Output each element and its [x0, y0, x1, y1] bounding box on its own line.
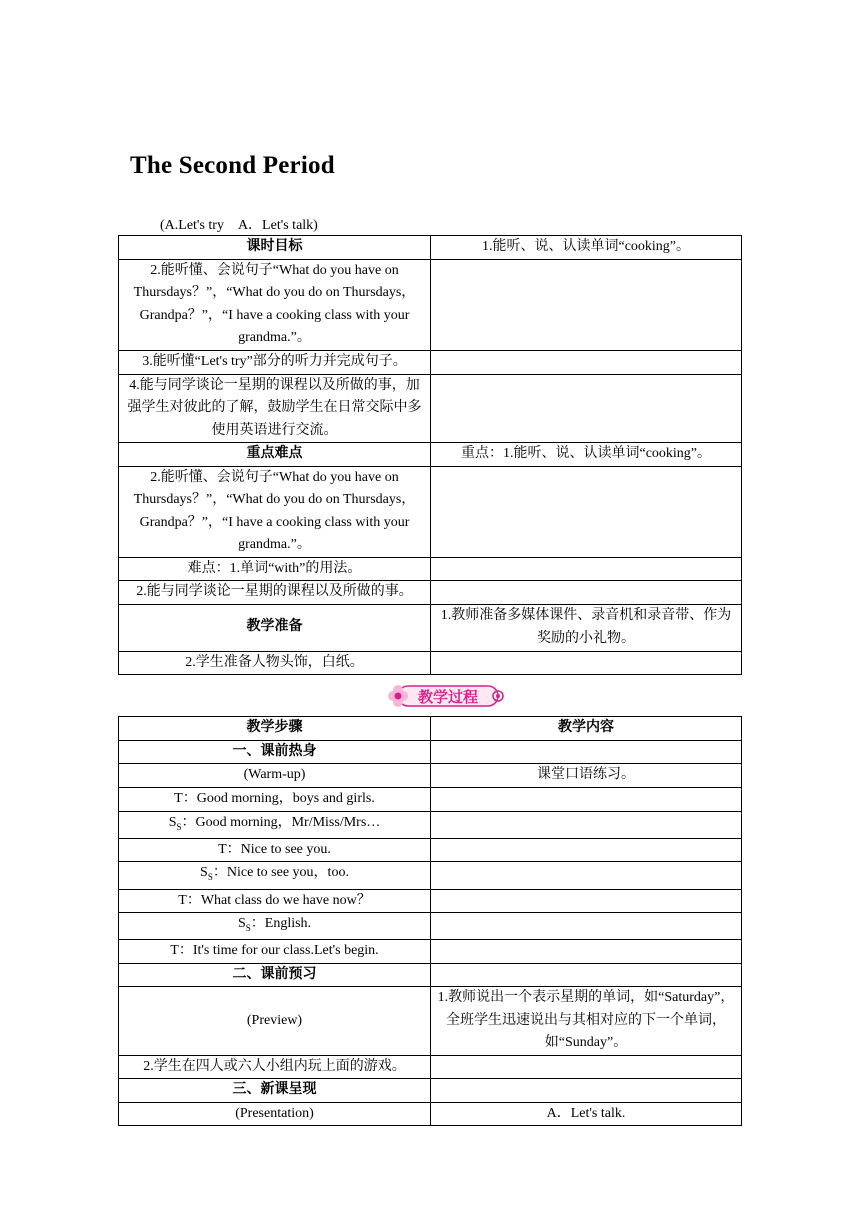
table-row [119, 374, 742, 443]
table-row [119, 1055, 742, 1079]
column-header: 教学内容 [431, 717, 742, 741]
table-cell [431, 889, 742, 913]
table-row [119, 1079, 742, 1103]
table-cell [431, 788, 742, 812]
dialogue-text: ：English. [250, 916, 312, 932]
table-cell: 4.能与同学谈论一星期的课程以及所做的事，加强学生对彼此的了解，鼓励学生在日常交际中多使用英语进行交流。 [119, 374, 431, 443]
table-cell: 2.能与同学谈论一星期的课程以及所做的事。 [119, 581, 431, 605]
table-row [119, 236, 742, 260]
table-cell [431, 1055, 742, 1079]
table-cell [431, 862, 742, 889]
table-header-row [119, 717, 742, 741]
table-cell [431, 466, 742, 557]
table-row [119, 913, 742, 940]
table-cell: (Warm-up) [119, 764, 431, 788]
table-cell: 课堂口语练习。 [431, 764, 742, 788]
table-row [119, 604, 742, 651]
table-row [119, 1102, 742, 1126]
column-header: 教学步骤 [119, 717, 431, 741]
table-cell: T：What class do we have now？ [119, 889, 431, 913]
table-cell [431, 963, 742, 987]
table-row [119, 862, 742, 889]
table-row [119, 651, 742, 675]
table-cell: 2.能听懂、会说句子“What do you have on Thursdays？”，“What do you do on Thursdays，Grandpa？”，“I have a cooking class with your grandma.”。 [119, 259, 431, 350]
table-row [119, 557, 742, 581]
table-row [119, 838, 742, 862]
table-cell: 二、课前预习 [119, 963, 431, 987]
table-row [119, 259, 742, 350]
teaching-process-banner [384, 679, 508, 713]
table-cell: (Presentation) [119, 1102, 431, 1126]
table-cell [431, 940, 742, 964]
table-row [119, 811, 742, 838]
teaching-process-table [118, 716, 742, 1126]
table-row [119, 443, 742, 467]
table-row [119, 788, 742, 812]
table-cell [431, 740, 742, 764]
table-cell: 课时目标 [119, 236, 431, 260]
table-cell: 2.能听懂、会说句子“What do you have on Thursdays？”，“What do you do on Thursdays，Grandpa？”，“I have a cooking class with your grandma.”。 [119, 466, 431, 557]
table-cell [431, 838, 742, 862]
table-cell: T：Good morning，boys and girls. [119, 788, 431, 812]
table-row [119, 466, 742, 557]
table-cell: 1.教师说出一个表示星期的单词，如“Saturday”，全班学生迅速说出与其相对应的下一个单词，如“Sunday”。 [431, 987, 742, 1056]
table-row [119, 581, 742, 605]
table-cell: 3.能听懂“Let's try”部分的听力并完成句子。 [119, 350, 431, 374]
table-row [119, 963, 742, 987]
table-cell: 重点难点 [119, 443, 431, 467]
table-cell [431, 350, 742, 374]
table-cell: 1.教师准备多媒体课件、录音机和录音带、作为奖励的小礼物。 [431, 604, 742, 651]
table-cell: T：Nice to see you. [119, 838, 431, 862]
table-row [119, 740, 742, 764]
lesson-goals-table [118, 235, 742, 675]
section-subtitle: (A.Let's try A．Let's talk) [160, 218, 318, 233]
page-title: The Second Period [130, 152, 335, 179]
table-row [119, 940, 742, 964]
speaker-subscript: S [245, 922, 251, 933]
table-cell: 2.学生准备人物头饰，白纸。 [119, 651, 431, 675]
table-cell [431, 1079, 742, 1103]
dialogue-text: ：Nice to see you，too. [212, 865, 349, 881]
table-cell [431, 557, 742, 581]
table-cell [119, 913, 431, 940]
table-cell: 三、新课呈现 [119, 1079, 431, 1103]
speaker-label: S [200, 865, 208, 881]
table-cell [431, 651, 742, 675]
table-row [119, 987, 742, 1056]
table-row [119, 350, 742, 374]
table-cell [431, 259, 742, 350]
table-cell: A．Let's talk. [431, 1102, 742, 1126]
table-cell: (Preview) [119, 987, 431, 1056]
banner-text: 教学过程 [417, 688, 479, 706]
speaker-label: S [168, 814, 177, 830]
table-cell [119, 862, 431, 889]
table-cell: 2.学生在四人或六人小组内玩上面的游戏。 [119, 1055, 431, 1079]
table-row [119, 889, 742, 913]
table-cell: 重点：1.能听、说、认读单词“cooking”。 [431, 443, 742, 467]
speaker-subscript: S [207, 872, 213, 883]
table-cell: 教学准备 [119, 604, 431, 651]
table-cell [431, 811, 742, 838]
speaker-subscript: S [176, 821, 182, 832]
table-cell [431, 581, 742, 605]
table-cell: 1.能听、说、认读单词“cooking”。 [431, 236, 742, 260]
table-cell: 难点：1.单词“with”的用法。 [119, 557, 431, 581]
table-cell [431, 374, 742, 443]
table-cell: T：It's time for our class.Let's begin. [119, 940, 431, 964]
table-row [119, 764, 742, 788]
table-cell [119, 811, 431, 838]
dialogue-text: ：Good morning，Mr/Miss/Mrs… [181, 814, 381, 830]
speaker-label: S [237, 916, 246, 932]
table-cell [431, 913, 742, 940]
table-cell: 一、课前热身 [119, 740, 431, 764]
